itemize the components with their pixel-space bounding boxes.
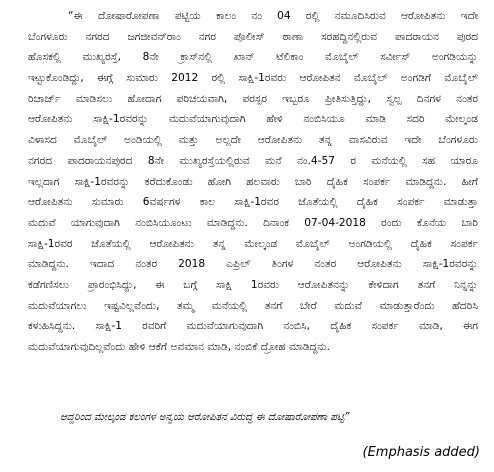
passage-line: ಮದುವೆಯಾಗುವುದಿಲ್ಲವೆಂದು ಹೇಳಿ ಆಕೆಗೆ ಅವಮಾನ ಮಾಡಿ, ನಂಬಿಕೆ ದ್ರೋಹ ಮಾಡಿದ್ದನು.	[28, 341, 330, 353]
passage-line: ಮದುವೆಯಾಗಲು ಇಷ್ಟವಿಲ್ಲವೆಂದು, ತಮ್ಮ ಮನೆಯಲ್ಲಿ ತನಗೆ ಬೇರೆ ಮದುವೆ ಮಾಡುತ್ತಾರೆಂದು ಹೆದರಿಸಿ	[28, 299, 478, 312]
passage-line: ಮದುವೆ ಯಾಗುವುದಾಗಿ ನಂಬಿಸಿಯೂಂಟು ಮಾಡಿದ್ದನು. ದಿನಾಂಕ 07-04-2018 ರಂದು ಕೊನೆಯ ಬಾರಿ	[28, 216, 478, 229]
passage-line: ಕಳುಹಿಸಿದ್ದನು. ಸಾಕ್ಷಿ-1 ರವರಿಗೆ ಮದುವೆಯಾಗುವುದಾಗಿ ನಂಬಿಸಿ, ದೈಹಿಕ ಸಂಪರ್ಕ ಮಾಡಿ, ಈಗ	[28, 320, 478, 333]
passage-line: ಇಲ್ಲದಾಗ ಸಾಕ್ಷಿ-1ರವರನ್ನು ಕರೆದುಕೊಂಡು ಹೋಗಿ ಹಲವಾರು ಬಾರಿ ದೈಹಿಕ ಸಂಪರ್ಕ ಮಾಡಿದ್ದನು. ಹೀಗೆ	[28, 175, 478, 188]
passage-line: ಆರೋಪಿತನು ಸಾಕ್ಷಿ-1ರವರನ್ನು ಮದುವೆಯಾಗುವುದಾಗಿ ಹೇಳಿ ನಂಬಿಸಿಯೂ ಮಾಡಿ ಸದರಿ ಮೇಲ್ಕಂಡ	[28, 113, 478, 126]
emphasis-note: (Emphasis added)	[362, 445, 480, 460]
passage-line: ಮಾಡಿದ್ದನು. ಇದಾದ ನಂತರ 2018 ಎಪ್ರಿಲ್ ತಿಂಗಳ ನಂತರ ಆರೋಪಿತನು ಸಾಕ್ಷಿ-1ರವರನ್ನು	[28, 258, 478, 271]
closing-line: ಆದ್ದರಿಂದ ಮೇಲ್ಕಂಡ ಕಲಂಗಳ ಅನ್ವಯ ಆರೋಪಿತನ ವಿರುದ್ಧ ಈ ದೋಷಾರೋಪಣಾ ಪಟ್ಟಿ”	[60, 412, 350, 423]
passage-line: ಸಾಕ್ಷಿ-1ರವರ ಜೊತೆಯಲ್ಲಿ ಆರೋಪಿತನು ತನ್ನ ಮೇಲ್ಕಂಡ ಮೊಬೈಲ್ ಅಂಗಡಿಯಲ್ಲಿ ದೈಹಿಕ ಸಂಪರ್ಕ	[28, 237, 478, 250]
passage-line: “ಈ ದೋಷಾರೋಪಣಾ ಪಟ್ಟಿಯ ಕಾಲಂ ನಂ 04 ರಲ್ಲಿ ನಮೂದಿಸಿರುವ ಆರೋಪಿತನು ಇದೇ	[68, 10, 478, 22]
passage-line: ನಗರದ ಪಾದರಾಯನಪುರದ 8ನೇ ಮುಖ್ಯರಸ್ತೆಯಲ್ಲಿರುವ ಮನೆ ನಂ.4-57 ರ ಮನೆಯಲ್ಲಿ ಸಹ ಯಾರೂ	[28, 154, 478, 167]
passage-line: ಆರೋಪಿತನು ಸುಮಾರು 6ವರ್ಷಗಳ ಕಾಲ ಸಾಕ್ಷಿ-1ರವರ ಜೊತೆಯಲ್ಲಿ ದೈಹಿಕ ಸಂಪರ್ಕ ಮಾಡುತ್ತಾ	[28, 196, 478, 209]
passage-line: ಹೊಸಕಲ್ಲಿ ಮುಖ್ಯರಸ್ತೆ, 8ನೇ ಕ್ರಾಸ್‌ನಲ್ಲಿ ಖಾನ್ ಟೆಲಿಕಾಂ ಮೊಬೈಲ್ ಸರ್ವೀಸ್ ಅಂಗಡಿಯನ್ನು	[28, 51, 478, 64]
passage-line: ಕಡೆಗಣಿಸಲು ಪ್ರಾರಂಭಿಸಿದ್ದು, ಈ ಬಗ್ಗೆ ಸಾಕ್ಷಿ 1ರವರು ಆರೋಪಿತನನ್ನು ಕೇಳಿದಾಗ ತನಗೆ ನಿನ್ನನ್ನು	[28, 278, 478, 291]
quoted-passage	[28, 6, 478, 358]
passage-line: ಇಟ್ಟುಕೊಂಡಿದ್ದು, ಈಗ್ಗೆ ಸುಮಾರು 2012 ರಲ್ಲಿ ಸಾಕ್ಷಿ-1ರವರು ಆರೋಪಿತನ ಮೊಬೈಲ್ ಅಂಗಡಿಗೆ ಮೊಬೈಲ್	[28, 72, 478, 85]
passage-line: ಬೆಂಗಳೂರು ನಗರದ ಜಗಜೀವನ್‌ರಾಂ ನಗರ ಪೊಲೀಸ್ ಠಾಣಾ ಸರಹದ್ದಿನಲ್ಲಿರುವ ಪಾದರಾಯನ ಪುರದ	[28, 30, 478, 43]
passage-line: ವಿಳಾಸದ ಮೊಬೈಲ್ ಅಂಡಿಯಲ್ಲಿ ಮತ್ತು ಅಲ್ಲದೇ ಆರೋಪಿತನು ತನ್ನ ವಾಸವಿರುವ ಇದೇ ಬೆಂಗಳೂರು	[28, 134, 478, 147]
passage-line: ರಿಚಾರ್ಜ್ ಮಾಡಿಸಲು ಹೋದಾಗ ಪರಿಚಯವಾಗಿ, ಪರಸ್ಪರ ಇಬ್ಬರೂ ಪ್ರೀತಿಸುತ್ತಿದ್ದು, ಸ್ವಲ್ಪ ದಿನಗಳ ನಂತರ	[28, 92, 478, 105]
